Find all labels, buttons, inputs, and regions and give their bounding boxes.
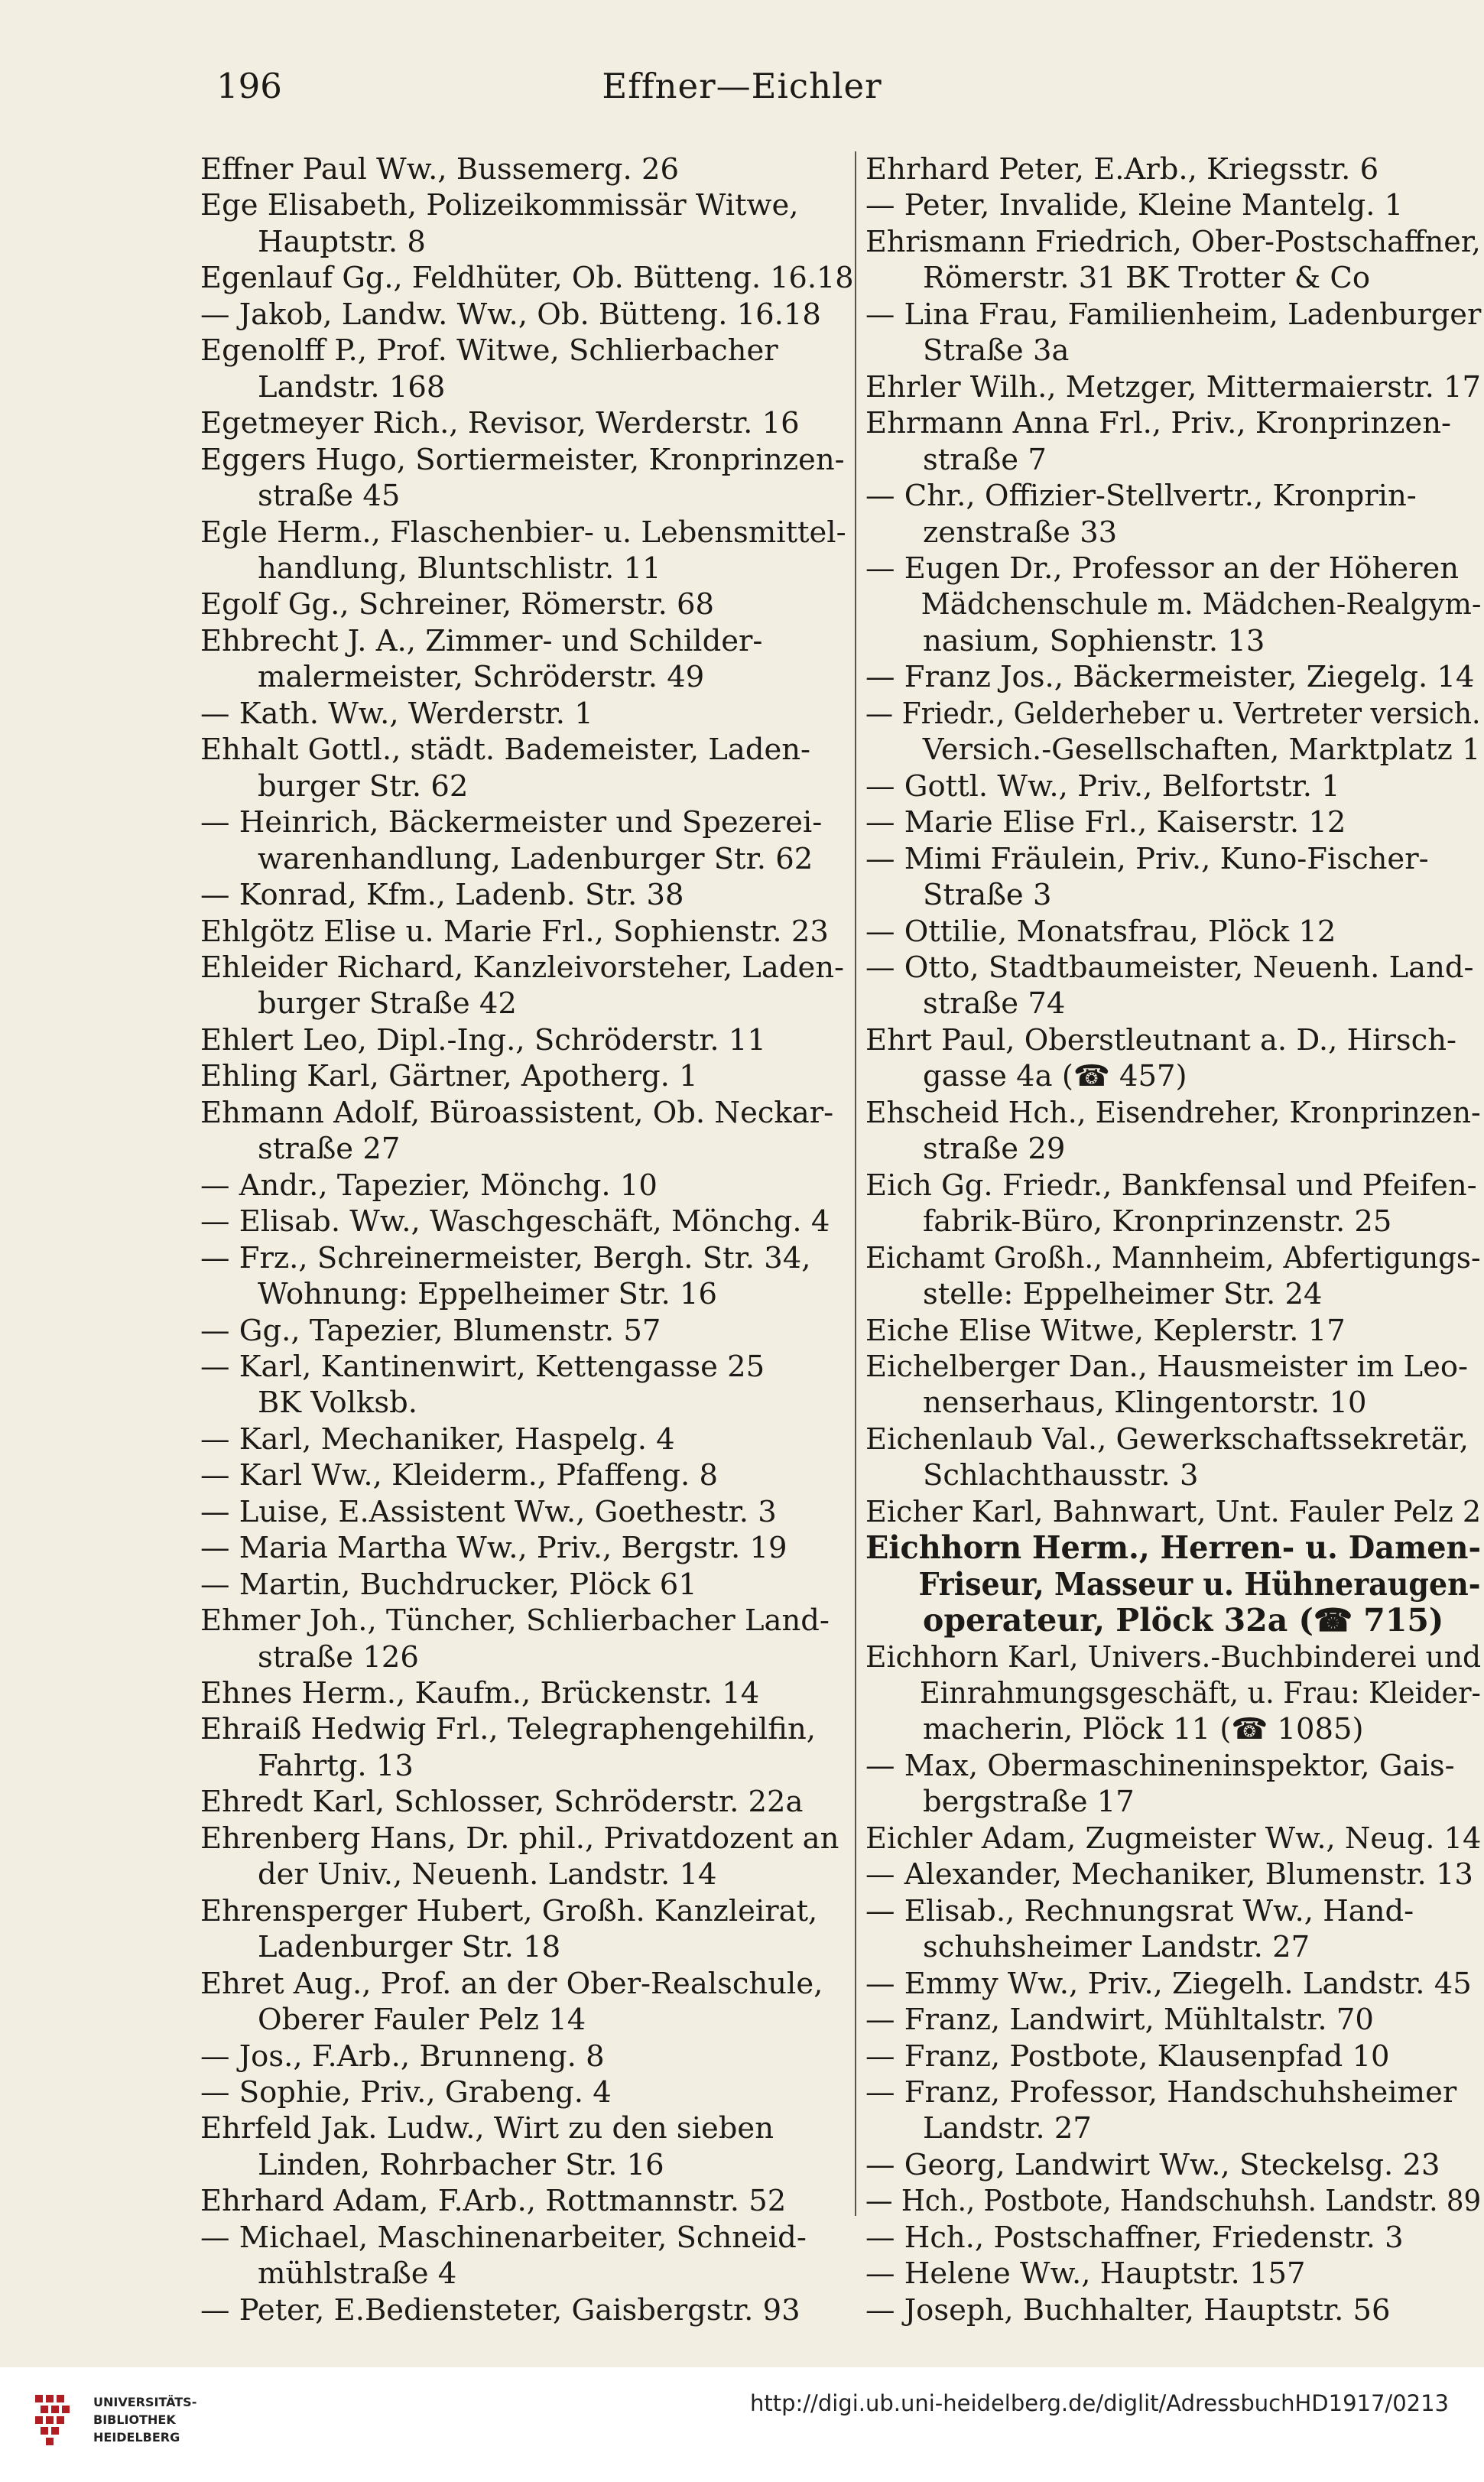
entry-line: — Helene Ww., Hauptstr. 157 [865,2256,1306,2292]
entry-line: — Karl, Kantinenwirt, Kettengasse 25 [200,1349,765,1384]
directory-entry [200,1821,856,1893]
entry-line: Ehhalt Gottl., städt. Bademeister, Laden- [200,733,811,768]
entry-line: — Franz, Professor, Handschuhsheimer [865,2075,1457,2110]
entry-continuation-line: operateur, Plöck 32a (☎ 715) [923,1602,1444,1639]
entry-continuation-line: Straße 3a [923,333,1070,369]
entry-line: Ehbrecht J. A., Zimmer- und Schilder- [200,623,763,658]
entry-line: Ehlgötz Elise u. Marie Frl., Sophienstr. 23 [200,914,829,949]
entry-line: — Elisab. Ww., Waschgeschäft, Mönchg. 4 [200,1204,830,1239]
entry-continuation-line: mühlstraße 4 [258,2256,457,2292]
left-column [200,151,856,2328]
entry-line: — Heinrich, Bäckermeister und Spezerei- [200,805,823,840]
entry-line: — Hch., Postbote, Handschuhsh. Landstr. 89 [865,2184,1482,2219]
directory-entry [200,1784,856,1820]
directory-entry [200,1494,856,1530]
directory-entry [865,950,1484,1022]
entry-line: Ehnes Herm., Kaufm., Brückenstr. 14 [200,1676,760,1711]
directory-entry [865,405,1484,478]
directory-entry [865,297,1484,369]
entry-continuation-line: Friseur, Masseur u. Hühneraugen- [918,1565,1481,1603]
directory-entry [200,1421,856,1457]
entry-line: — Franz, Postbote, Klausenpfad 10 [865,2039,1390,2074]
directory-entry [200,515,856,587]
entry-line: — Mimi Fräulein, Priv., Kuno-Fischer- [865,841,1429,876]
directory-entry [200,1711,856,1784]
directory-entry [865,2039,1484,2074]
directory-entry [865,369,1484,405]
directory-entry [200,1966,856,2039]
entry-continuation-line: straße 126 [258,1639,419,1675]
directory-entry [865,2256,1484,2292]
directory-entry [865,2074,1484,2147]
entry-line: — Max, Obermaschineninspektor, Gais- [865,1748,1455,1783]
entry-line: Ehraiß Hedwig Frl., Telegraphengehilfin, [200,1712,816,1747]
entry-line: — Elisab., Rechnungsrat Ww., Hand- [865,1893,1414,1928]
entry-continuation-line: burger Str. 62 [258,768,469,804]
directory-entry [865,659,1484,695]
directory-entry [865,1022,1484,1095]
entry-line: — Marie Elise Frl., Kaiserstr. 12 [865,805,1346,840]
directory-entry [200,1675,856,1711]
directory-entry [200,1204,856,1239]
entry-line: Ehredt Karl, Schlosser, Schröderstr. 22a [200,1785,804,1820]
entry-continuation-line: Oberer Fauler Pelz 14 [258,2003,586,2038]
directory-entry [865,1494,1484,1530]
directory-entry [200,586,856,622]
directory-entry [865,1168,1484,1240]
entry-line: Egenlauf Gg., Feldhüter, Ob. Bütteng. 16.18 [200,261,854,296]
entry-continuation-line: malermeister, Schröderstr. 49 [258,660,705,695]
entry-continuation-line: Einrahmungsgeschäft, u. Frau: Kleider- [920,1676,1481,1711]
source-url-link[interactable]: http://digi.ub.uni-heidelberg.de/diglit/AdressbuchHD1917/0213 [749,2390,1449,2416]
entry-line: — Peter, E.Bediensteter, Gaisbergstr. 93 [200,2292,800,2328]
directory-entry [200,2292,856,2328]
entry-line: — Martin, Buchdrucker, Plöck 61 [200,1567,697,1602]
entry-continuation-line: straße 7 [923,442,1047,477]
directory-entry [200,1022,856,1058]
directory-entry [865,696,1484,768]
entry-line: — Georg, Landwirt Ww., Steckelsg. 23 [865,2147,1440,2182]
directory-entry [865,2147,1484,2183]
library-logo-icon [32,2390,86,2459]
entry-line: Ege Elisabeth, Polizeikommissär Witwe, [200,188,799,223]
entry-continuation-line: Straße 3 [923,878,1052,913]
directory-entry [200,1603,856,1675]
entry-line: — Ottilie, Monatsfrau, Plöck 12 [865,914,1336,949]
directory-entry [200,2110,856,2183]
entry-line: Ehrt Paul, Oberstleutnant a. D., Hirsch- [865,1022,1457,1057]
directory-entry [865,768,1484,804]
entry-continuation-line: straße 27 [258,1132,401,1167]
directory-entry [200,623,856,696]
entry-line: Eich Gg. Friedr., Bankfensal und Pfeifen- [865,1168,1477,1203]
directory-entry [865,551,1484,659]
entry-continuation-line: Hauptstr. 8 [258,224,426,259]
entry-continuation-line: bergstraße 17 [923,1785,1135,1820]
directory-entry [865,1639,1484,1748]
entry-line: Ehrler Wilh., Metzger, Mittermaierstr. 17 [865,369,1482,404]
entry-line: — Joseph, Buchhalter, Hauptstr. 56 [865,2292,1391,2328]
library-logo[interactable] [32,2378,231,2470]
entry-line: Egetmeyer Rich., Revisor, Werderstr. 16 [200,406,800,441]
entry-continuation-line: Ladenburger Str. 18 [258,1930,561,1965]
entry-line: — Lina Frau, Familienheim, Ladenburger [865,297,1482,332]
entry-line: — Hch., Postschaffner, Friedenstr. 3 [865,2220,1404,2255]
directory-entry [200,1457,856,1493]
entry-line: — Gottl. Ww., Priv., Belfortstr. 1 [865,768,1340,804]
entry-line: Ehrismann Friedrich, Ober-Postschaffner, [865,224,1481,259]
directory-entry [200,1349,856,1421]
entry-continuation-line: straße 45 [258,479,401,514]
page-number: 196 [216,66,282,106]
entry-continuation-line: Fahrtg. 13 [258,1748,414,1783]
directory-entry [200,187,856,260]
entry-continuation-line: straße 29 [923,1132,1066,1167]
column-divider [855,151,856,2216]
directory-entry [200,2183,856,2219]
footer [0,2367,1484,2482]
entry-line: — Chr., Offizier-Stellvertr., Kronprin- [865,479,1417,514]
directory-entry [865,2183,1484,2219]
directory-entry [865,187,1484,223]
directory-entry [200,1240,856,1313]
right-column [865,151,1484,2328]
directory-entry [865,1421,1484,1494]
entry-continuation-line: stelle: Eppelheimer Str. 24 [923,1277,1323,1312]
entry-continuation-line: handlung, Bluntschlistr. 11 [258,551,661,586]
directory-entry [865,1857,1484,1892]
entry-line: Ehlert Leo, Dipl.-Ing., Schröderstr. 11 [200,1022,766,1057]
entry-line: Eichhorn Karl, Univers.-Buchbinderei und [865,1639,1482,1675]
directory-entry [200,405,856,441]
entry-line: Egolf Gg., Schreiner, Römerstr. 68 [200,587,715,622]
directory-entry [865,478,1484,551]
entry-continuation-line: schuhsheimer Landstr. 27 [923,1930,1310,1965]
entry-continuation-line: nenserhaus, Klingentorstr. 10 [923,1386,1367,1421]
directory-entry [200,804,856,877]
entry-line: Ehrhard Adam, F.Arb., Rottmannstr. 52 [200,2184,787,2219]
entry-continuation-line: zenstraße 33 [923,515,1118,550]
directory-entry [200,950,856,1022]
entry-line: Eichelberger Dan., Hausmeister im Leo- [865,1349,1469,1384]
entry-line: Eichamt Großh., Mannheim, Abfertigungs- [865,1240,1481,1275]
page-header [0,66,1484,119]
entry-continuation-line: Römerstr. 31 BK Trotter & Co [923,261,1371,296]
entry-line: — Friedr., Gelderheber u. Vertreter versich. [865,696,1481,731]
entry-line: — Emmy Ww., Priv., Ziegelh. Landstr. 45 [865,1966,1472,2001]
entry-line: — Jos., F.Arb., Brunneng. 8 [200,2039,605,2074]
directory-entry [865,1313,1484,1349]
directory-entry [865,2220,1484,2256]
entry-continuation-line: Versich.-Gesellschaften, Marktplatz 1 [922,733,1481,768]
entry-line: — Luise, E.Assistent Ww., Goethestr. 3 [200,1494,777,1529]
entry-continuation-line: macherin, Plöck 11 (☎ 1085) [923,1712,1364,1747]
directory-entry [200,877,856,913]
entry-continuation-line: der Univ., Neuenh. Landstr. 14 [258,1857,717,1892]
entry-line: — Konrad, Kfm., Ladenb. Str. 38 [200,878,684,913]
entry-continuation-line: BK Volksb. [258,1386,418,1421]
directory-entry [200,1313,856,1349]
library-name-line: BIBLIOTHEK [93,2412,176,2427]
directory-entry [865,224,1484,297]
directory-entry [865,1240,1484,1313]
entry-continuation-line: gasse 4a (☎ 457) [923,1059,1187,1094]
entry-continuation-line: nasium, Sophienstr. 13 [923,623,1265,658]
library-name [93,2393,196,2446]
entry-line: Effner Paul Ww., Bussemerg. 26 [200,152,680,187]
directory-entry [865,2292,1484,2328]
entry-line: — Peter, Invalide, Kleine Mantelg. 1 [865,188,1404,223]
entry-continuation-line: Schlachthausstr. 3 [923,1458,1199,1493]
directory-entry [865,1893,1484,1966]
entry-line: — Alexander, Mechaniker, Blumenstr. 13 [865,1857,1473,1892]
entry-line: Eichhorn Herm., Herren- u. Damen- [865,1529,1482,1567]
entry-line: — Kath. Ww., Werderstr. 1 [200,696,593,731]
directory-entry [865,1748,1484,1821]
entry-line: Eiche Elise Witwe, Keplerstr. 17 [865,1313,1346,1348]
directory-entry [200,2039,856,2074]
directory-entry [200,1168,856,1204]
directory-entry [865,1966,1484,2002]
entry-continuation-line: warenhandlung, Ladenburger Str. 62 [258,841,813,876]
directory-entry [865,914,1484,950]
directory-entry [200,442,856,515]
entry-continuation-line: Mädchenschule m. Mädchen-Realgym- [921,587,1482,622]
entry-line: Ehleider Richard, Kanzleivorsteher, Laden- [200,950,845,985]
entry-line: — Karl, Mechaniker, Haspelg. 4 [200,1421,675,1457]
directory-entry [200,1530,856,1566]
entry-line: Ehrmann Anna Frl., Priv., Kronprinzen- [865,406,1452,441]
entry-continuation-line: Wohnung: Eppelheimer Str. 16 [258,1277,717,1312]
directory-entry [865,804,1484,840]
entry-line: Ehrhard Peter, E.Arb., Kriegsstr. 6 [865,152,1379,187]
entry-line: Egenolff P., Prof. Witwe, Schlierbacher [200,333,778,369]
entry-line: Eichenlaub Val., Gewerkschaftssekretär, [865,1421,1469,1457]
entry-line: Ehret Aug., Prof. an der Ober-Realschule, [200,1966,823,2001]
entry-continuation-line: Linden, Rohrbacher Str. 16 [258,2147,664,2182]
entry-line: — Jakob, Landw. Ww., Ob. Bütteng. 16.18 [200,297,821,332]
entry-line: — Eugen Dr., Professor an der Höheren [865,551,1460,586]
directory-entry [200,696,856,732]
directory-entry [200,297,856,333]
entry-continuation-line: burger Straße 42 [258,986,517,1022]
entry-line: — Gg., Tapezier, Blumenstr. 57 [200,1313,661,1348]
directory-entry [200,333,856,405]
entry-line: Ehrensperger Hubert, Großh. Kanzleirat, [200,1893,818,1928]
running-title: Effner—Eichler [602,66,882,106]
directory-entry [200,151,856,187]
entry-line: — Michael, Maschinenarbeiter, Schneid- [200,2220,807,2255]
directory-entry [200,1893,856,1966]
directory-entry [865,2002,1484,2038]
entry-continuation-line: fabrik-Büro, Kronprinzenstr. 25 [923,1204,1392,1239]
directory-entry [865,1349,1484,1421]
entry-line: Eggers Hugo, Sortiermeister, Kronprinzen- [200,442,845,477]
entry-line: Eichler Adam, Zugmeister Ww., Neug. 14 [865,1821,1482,1856]
entry-line: — Frz., Schreinermeister, Bergh. Str. 34, [200,1240,811,1275]
directory-entry [200,1095,856,1168]
entry-continuation-line: Landstr. 27 [923,2111,1092,2146]
entry-line: — Sophie, Priv., Grabeng. 4 [200,2075,612,2110]
directory-entry [200,2220,856,2292]
entry-line: Ehscheid Hch., Eisendreher, Kronprinzen- [865,1095,1481,1130]
entry-line: — Otto, Stadtbaumeister, Neuenh. Land- [865,950,1474,985]
entry-line: — Karl Ww., Kleiderm., Pfaffeng. 8 [200,1458,718,1493]
entry-continuation-line: Landstr. 168 [258,369,446,404]
directory-entry [200,1058,856,1094]
directory-entry [200,260,856,296]
directory-entry [200,914,856,950]
directory-entry [200,732,856,804]
entry-continuation-line: straße 74 [923,986,1066,1022]
entry-line: — Maria Martha Ww., Priv., Bergstr. 19 [200,1531,787,1566]
directory-entry [865,1530,1484,1639]
directory-entry [200,1567,856,1603]
directory-entry [865,1095,1484,1168]
entry-line: Ehling Karl, Gärtner, Apotherg. 1 [200,1059,698,1094]
directory-entry [865,841,1484,914]
directory-entry [865,1821,1484,1857]
entry-line: Ehmer Joh., Tüncher, Schlierbacher Land- [200,1603,830,1639]
library-name-line: UNIVERSITÄTS- [93,2395,197,2409]
entry-line: Ehrfeld Jak. Ludw., Wirt zu den sieben [200,2111,774,2146]
entry-line: — Franz, Landwirt, Mühltalstr. 70 [865,2003,1374,2038]
library-name-line: HEIDELBERG [93,2430,180,2445]
directory-entry [200,2074,856,2110]
entry-line: Ehrenberg Hans, Dr. phil., Privatdozent an [200,1821,839,1856]
entry-line: Ehmann Adolf, Büroassistent, Ob. Neckar- [200,1095,834,1130]
entry-line: Eicher Karl, Bahnwart, Unt. Fauler Pelz 2 [865,1494,1482,1529]
entry-line: Egle Herm., Flaschenbier- u. Lebensmittel- [200,515,846,550]
directory-entry [865,151,1484,187]
entry-line: — Andr., Tapezier, Mönchg. 10 [200,1168,658,1203]
entry-line: — Franz Jos., Bäckermeister, Ziegelg. 14 [865,660,1475,695]
